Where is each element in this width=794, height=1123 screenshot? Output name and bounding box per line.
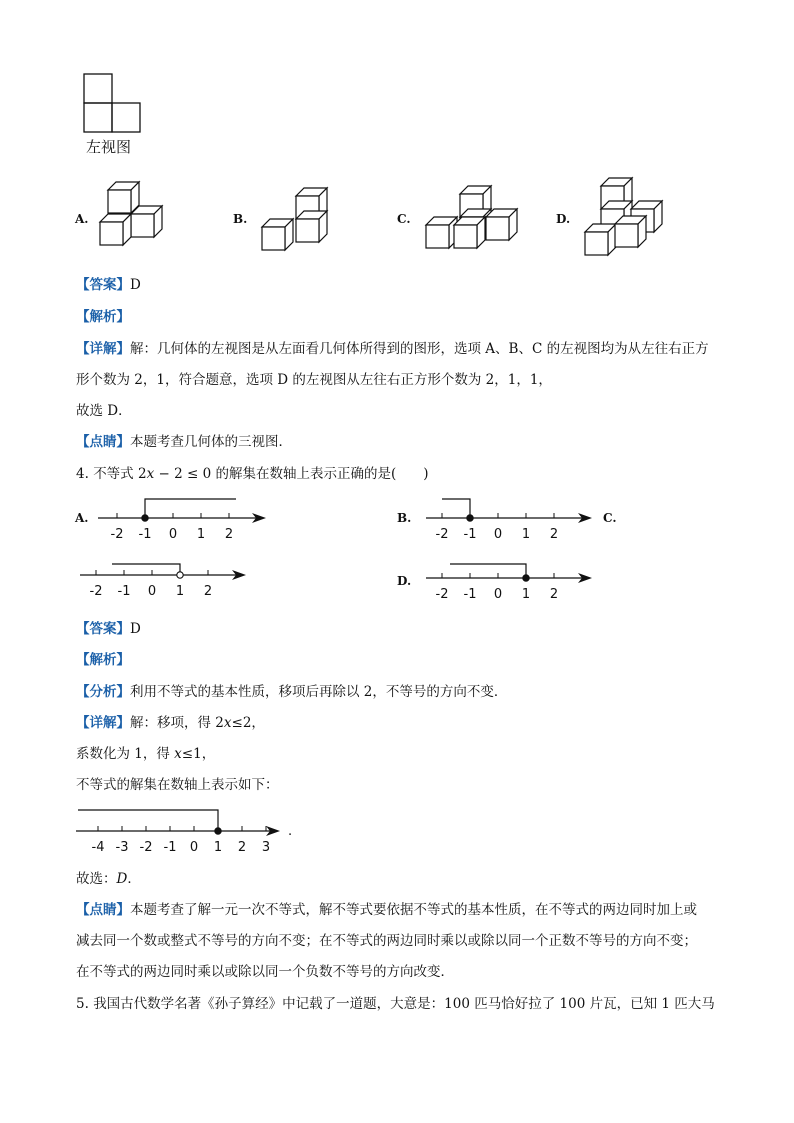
cube <box>486 209 517 240</box>
q4-option-a-label: A. <box>75 511 89 525</box>
tick-label: 2 <box>549 527 559 542</box>
tick-label: 1 <box>521 587 531 602</box>
cube <box>108 182 139 213</box>
q4-conclusion: 故选：D． <box>76 871 141 887</box>
cube <box>131 206 162 237</box>
q4-detail-step1: 【详解】解：移项，得 2x≤2， <box>76 715 265 731</box>
q4-analysis: 【解析】 <box>76 652 130 668</box>
q4-option-c-label: C. <box>603 511 617 525</box>
q3-option-c-solid <box>424 184 520 256</box>
left-view-caption: 左视图 <box>86 138 132 156</box>
q3-option-d-solid <box>585 178 665 258</box>
q3-answer: 【答案】D <box>76 277 141 293</box>
axis-end-mark: . <box>288 824 293 839</box>
q4-option-b-label: B. <box>397 511 412 525</box>
tick-label: -1 <box>163 840 177 855</box>
closed-endpoint <box>142 515 148 521</box>
tick-label: -2 <box>435 587 449 602</box>
q3-option-c-label: C. <box>397 212 411 226</box>
tick-label: 0 <box>168 527 178 542</box>
q4-stem: 4. 不等式 2x − 2 ≤ 0 的解集在数轴上表示正确的是( ) <box>76 466 429 482</box>
q3-detail-line1: 【详解】解：几何体的左视图是从左面看几何体所得到的图形，选项 A、B、C 的左视图均为从左往右正方 <box>76 341 709 357</box>
solution-bracket <box>450 564 526 578</box>
cube <box>100 214 131 245</box>
tick-label: -2 <box>435 527 449 542</box>
tick-label: 1 <box>213 840 223 855</box>
solution-bracket <box>112 564 180 575</box>
cube <box>454 217 485 248</box>
tick-label: -2 <box>110 527 124 542</box>
tick-label: 2 <box>203 584 213 599</box>
tick-label: -2 <box>89 584 103 599</box>
q3-detail-line2: 形个数为 2，1，符合题意，选项 D 的左视图从左往右正方形个数为 2，1，1， <box>76 372 552 388</box>
cube <box>262 219 293 250</box>
q5-stem: 5. 我国古代数学名著《孙子算经》中记载了一道题，大意是：100 匹马恰好拉了 100 片瓦，已知 1 匹大马 <box>76 996 715 1012</box>
cube <box>585 224 616 255</box>
q4-detail-step2: 系数化为 1，得 x≤1， <box>76 746 216 762</box>
q3-analysis: 【解析】 <box>76 309 130 325</box>
q4-method: 【分析】利用不等式的基本性质，移项后再除以 2，不等号的方向不变． <box>76 684 508 700</box>
q3-option-a-label: A. <box>75 212 89 226</box>
q3-option-d-label: D. <box>556 212 571 226</box>
cube <box>296 211 327 242</box>
closed-endpoint <box>467 515 473 521</box>
q4-comment-line2: 减去同一个数或整式不等号的方向不变；在不等式的两边同时乘以或除以同一个正数不等号的方向不变； <box>76 933 697 949</box>
tick-label: 2 <box>549 587 559 602</box>
solution-bracket <box>442 499 470 518</box>
tick-label: 1 <box>521 527 531 542</box>
tick-label: -1 <box>138 527 152 542</box>
q3-option-a-solid <box>100 180 170 252</box>
tick-label: 0 <box>147 584 157 599</box>
tick-label: 1 <box>175 584 185 599</box>
cube <box>426 217 457 248</box>
tick-label: -3 <box>115 840 129 855</box>
q3-option-b-label: B. <box>233 212 248 226</box>
q4-answer: 【答案】D <box>76 621 141 637</box>
solution-bracket <box>145 499 236 518</box>
cube <box>615 216 646 247</box>
q4-comment-line3: 在不等式的两边同时乘以或除以同一个负数不等号的方向改变． <box>76 964 454 980</box>
tick-label: 0 <box>493 527 503 542</box>
q4-detail-step3: 不等式的解集在数轴上表示如下： <box>76 777 279 793</box>
tick-label: 1 <box>196 527 206 542</box>
tick-label: -4 <box>91 840 105 855</box>
solution-bracket <box>78 810 218 831</box>
q4-option-d-label: D. <box>397 574 412 588</box>
open-endpoint <box>177 572 183 578</box>
q4-comment-line1: 【点睛】本题考查了解一元一次不等式，解不等式要依据不等式的基本性质，在不等式的两边同时加上或 <box>76 902 697 918</box>
closed-endpoint <box>523 575 529 581</box>
tick-label: 2 <box>237 840 247 855</box>
tick-label: -1 <box>463 527 477 542</box>
tick-label: 2 <box>224 527 234 542</box>
closed-endpoint <box>215 828 221 834</box>
tick-label: 0 <box>189 840 199 855</box>
tick-label: -1 <box>463 587 477 602</box>
q3-option-b-solid <box>262 184 332 256</box>
tick-label: 3 <box>261 840 271 855</box>
tick-label: -2 <box>139 840 153 855</box>
q3-conclusion: 故选 D． <box>76 403 132 419</box>
tick-label: -1 <box>117 584 131 599</box>
tick-label: 0 <box>493 587 503 602</box>
q3-comment: 【点睛】本题考查几何体的三视图． <box>76 434 292 450</box>
